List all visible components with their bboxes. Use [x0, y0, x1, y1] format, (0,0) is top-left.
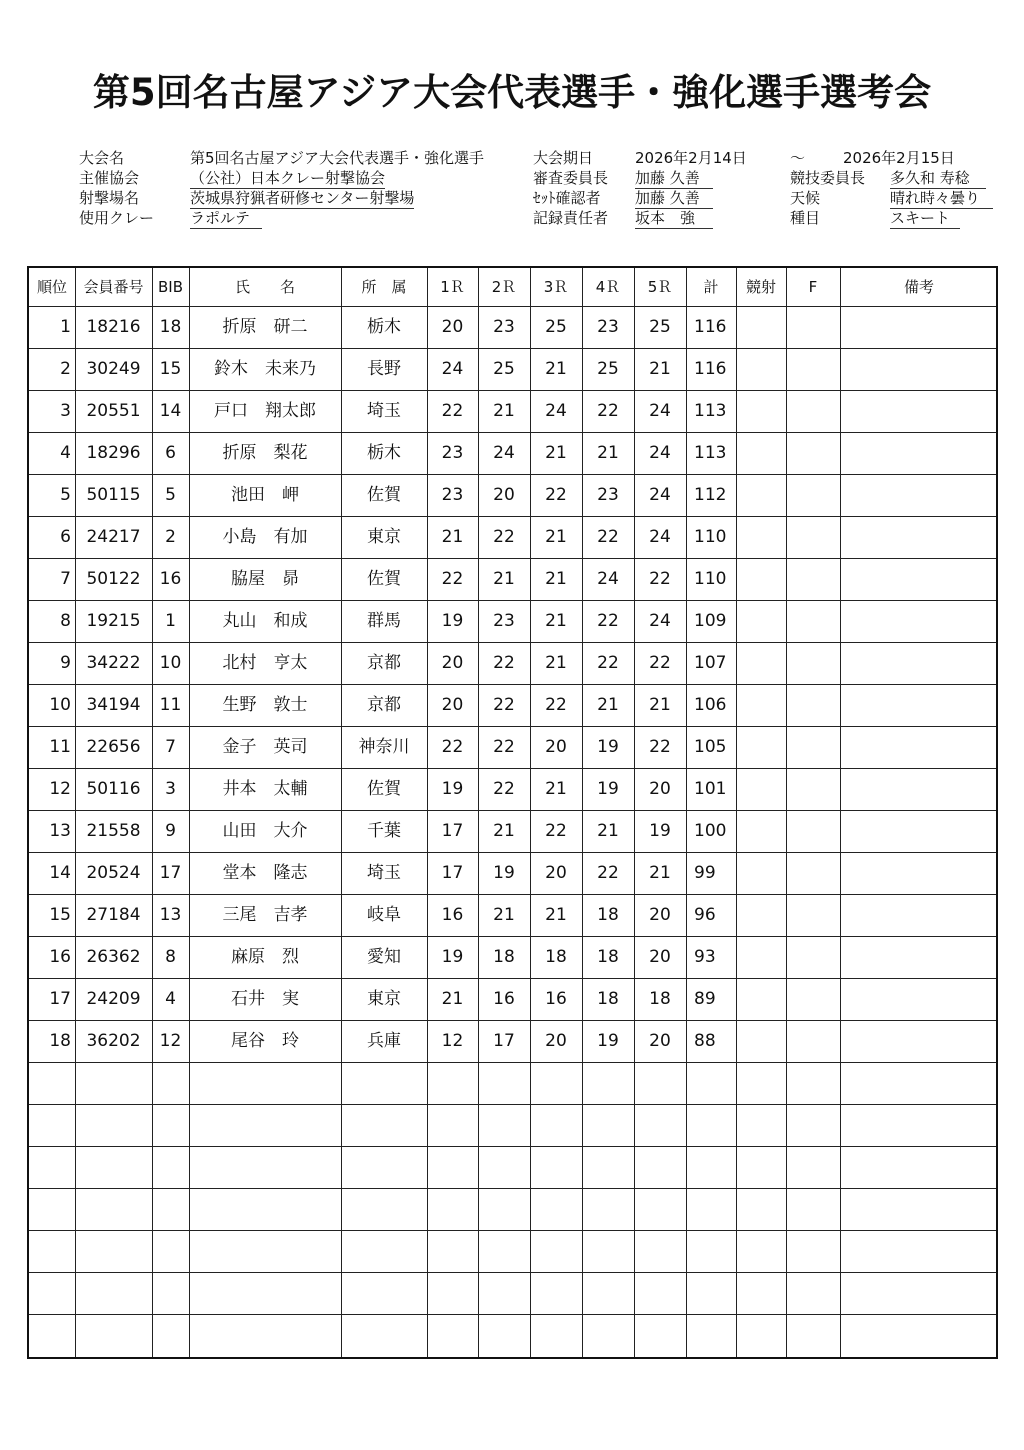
cell-r4: 21 — [597, 443, 619, 463]
cell-rank: 14 — [49, 863, 71, 883]
cell-bib: 10 — [159, 653, 182, 673]
date-start: 2026年2月14日 — [635, 149, 747, 167]
table-row — [29, 348, 996, 390]
table-row — [29, 516, 996, 558]
header-affiliation: 所 属 — [361, 278, 407, 296]
table-row — [29, 642, 996, 684]
cell-r3: 21 — [545, 569, 567, 589]
cell-r5: 24 — [649, 527, 671, 547]
judge-value: 加藤 久善 — [635, 168, 713, 189]
tech-value: 多久和 寿稔 — [890, 168, 986, 189]
table-row — [29, 726, 996, 768]
cell-pref: 千葉 — [367, 821, 401, 841]
table-row — [29, 306, 996, 348]
cell-total: 109 — [694, 611, 727, 631]
row-divider — [29, 1188, 996, 1189]
header-round-5: 5Ｒ — [647, 278, 673, 296]
cell-r4: 23 — [597, 485, 619, 505]
cell-r4: 22 — [597, 611, 619, 631]
date-separator: ～ — [790, 149, 806, 167]
cell-r2: 21 — [493, 401, 515, 421]
cell-name: 北村 亨太 — [222, 653, 308, 673]
cell-pref: 京都 — [367, 653, 401, 673]
cell-r5: 21 — [649, 359, 671, 379]
cell-rank: 18 — [49, 1031, 71, 1051]
cell-r2: 22 — [493, 695, 515, 715]
cell-r3: 21 — [545, 905, 567, 925]
cell-bib: 3 — [165, 779, 176, 799]
cell-pref: 兵庫 — [367, 1031, 401, 1051]
cell-name: 折原 梨花 — [222, 443, 308, 463]
cell-r4: 22 — [597, 401, 619, 421]
table-row — [29, 810, 996, 852]
cell-r3: 21 — [545, 527, 567, 547]
cell-rank: 9 — [60, 653, 71, 673]
cell-r2: 22 — [493, 527, 515, 547]
cell-r3: 21 — [545, 779, 567, 799]
cell-member: 27184 — [86, 905, 141, 925]
cell-total: 100 — [694, 821, 727, 841]
cell-total: 107 — [694, 653, 727, 673]
cell-r3: 21 — [545, 359, 567, 379]
cell-name: 堂本 隆志 — [222, 863, 308, 883]
cell-r3: 20 — [545, 737, 567, 757]
results-table — [27, 266, 998, 1359]
cell-r5: 24 — [649, 401, 671, 421]
cell-name: 井本 太輔 — [222, 779, 308, 799]
event-name-value: 第5回名古屋アジア大会代表選手・強化選手 — [190, 149, 484, 167]
clay-label: 使用クレー — [79, 209, 155, 227]
table-row — [29, 600, 996, 642]
cell-bib: 1 — [165, 611, 176, 631]
cell-r5: 19 — [649, 821, 671, 841]
cell-r1: 12 — [441, 1031, 464, 1051]
row-divider — [29, 1146, 996, 1147]
cell-rank: 13 — [49, 821, 71, 841]
cell-r4: 18 — [597, 905, 619, 925]
cell-r2: 21 — [493, 905, 515, 925]
cell-rank: 8 — [60, 611, 71, 631]
cell-r4: 22 — [597, 527, 619, 547]
weather-value: 晴れ時々曇り — [890, 188, 993, 209]
event-type-value: スキート — [890, 208, 960, 229]
cell-rank: 16 — [49, 947, 71, 967]
cell-r1: 23 — [441, 485, 464, 505]
cell-pref: 長野 — [367, 359, 401, 379]
cell-r2: 18 — [493, 947, 515, 967]
cell-r4: 19 — [597, 779, 619, 799]
cell-pref: 京都 — [367, 695, 401, 715]
cell-member: 20524 — [86, 863, 141, 883]
cell-bib: 15 — [159, 359, 182, 379]
cell-total: 116 — [694, 317, 727, 337]
cell-rank: 4 — [60, 443, 71, 463]
cell-name: 折原 研二 — [222, 317, 308, 337]
cell-rank: 5 — [60, 485, 71, 505]
cell-rank: 2 — [60, 359, 71, 379]
cell-member: 26362 — [86, 947, 141, 967]
cell-r1: 21 — [441, 989, 464, 1009]
tech-label: 競技委員長 — [790, 169, 866, 187]
cell-name: 池田 岬 — [231, 485, 299, 505]
cell-r3: 16 — [545, 989, 567, 1009]
header-round-4: 4Ｒ — [595, 278, 621, 296]
cell-r4: 18 — [597, 947, 619, 967]
table-row — [29, 978, 996, 1020]
cell-bib: 2 — [165, 527, 176, 547]
cell-rank: 12 — [49, 779, 71, 799]
cell-r4: 21 — [597, 695, 619, 715]
cell-member: 24217 — [86, 527, 141, 547]
cell-r5: 22 — [649, 737, 671, 757]
cell-pref: 群馬 — [367, 611, 401, 631]
date-end: 2026年2月15日 — [843, 149, 955, 167]
table-row — [29, 558, 996, 600]
cell-pref: 栃木 — [367, 443, 401, 463]
cell-rank: 11 — [49, 737, 71, 757]
clay-value: ラポルテ — [190, 208, 262, 229]
cell-r4: 19 — [597, 1031, 619, 1051]
cell-pref: 愛知 — [367, 947, 401, 967]
cell-r2: 23 — [493, 317, 515, 337]
cell-name: 三尾 吉孝 — [222, 905, 308, 925]
cell-r5: 20 — [649, 905, 671, 925]
cell-bib: 16 — [159, 569, 182, 589]
cell-total: 110 — [694, 569, 727, 589]
cell-rank: 15 — [49, 905, 71, 925]
page-title: 第5回名古屋アジア大会代表選手・強化選手選考会 — [92, 71, 932, 114]
cell-pref: 東京 — [367, 989, 401, 1009]
cell-name: 生野 敦士 — [222, 695, 308, 715]
cell-name: 金子 英司 — [222, 737, 308, 757]
judge-label: 審査委員長 — [533, 169, 609, 187]
cell-bib: 4 — [165, 989, 176, 1009]
cell-r1: 19 — [441, 779, 464, 799]
cell-total: 96 — [694, 905, 716, 925]
cell-name: 戸口 翔太郎 — [214, 401, 316, 421]
table-row — [29, 852, 996, 894]
cell-r1: 22 — [441, 569, 464, 589]
cell-pref: 岐阜 — [367, 905, 401, 925]
cell-member: 34194 — [86, 695, 141, 715]
cell-bib: 8 — [165, 947, 176, 967]
cell-r1: 20 — [441, 653, 464, 673]
table-row — [29, 936, 996, 978]
table-row — [29, 768, 996, 810]
cell-r1: 17 — [441, 821, 464, 841]
cell-r1: 21 — [441, 527, 464, 547]
cell-r5: 20 — [649, 1031, 671, 1051]
cell-pref: 佐賀 — [367, 569, 401, 589]
cell-r4: 18 — [597, 989, 619, 1009]
cell-bib: 7 — [165, 737, 176, 757]
cell-r3: 18 — [545, 947, 567, 967]
cell-member: 19215 — [86, 611, 141, 631]
cell-member: 24209 — [86, 989, 141, 1009]
cell-r1: 23 — [441, 443, 464, 463]
cell-r2: 20 — [493, 485, 515, 505]
cell-r3: 20 — [545, 1031, 567, 1051]
cell-r4: 22 — [597, 653, 619, 673]
cell-r3: 22 — [545, 485, 567, 505]
cell-r3: 21 — [545, 443, 567, 463]
cell-r1: 17 — [441, 863, 464, 883]
cell-name: 鈴木 未来乃 — [214, 359, 316, 379]
cell-r5: 20 — [649, 947, 671, 967]
cell-member: 21558 — [86, 821, 141, 841]
cell-total: 112 — [694, 485, 727, 505]
row-divider — [29, 1314, 996, 1315]
cell-r2: 25 — [493, 359, 515, 379]
set-confirmer-label: ｾｯﾄ確認者 — [533, 189, 601, 207]
set-confirmer-value: 加藤 久善 — [635, 188, 713, 209]
table-row — [29, 684, 996, 726]
cell-name: 小島 有加 — [222, 527, 308, 547]
cell-pref: 佐賀 — [367, 779, 401, 799]
cell-bib: 11 — [159, 695, 182, 715]
cell-rank: 6 — [60, 527, 71, 547]
cell-pref: 佐賀 — [367, 485, 401, 505]
cell-r2: 16 — [493, 989, 515, 1009]
cell-name: 石井 実 — [231, 989, 299, 1009]
weather-label: 天候 — [790, 189, 821, 207]
cell-r2: 19 — [493, 863, 515, 883]
header-remarks: 備考 — [903, 278, 934, 296]
cell-r4: 23 — [597, 317, 619, 337]
cell-r2: 23 — [493, 611, 515, 631]
cell-bib: 6 — [165, 443, 176, 463]
cell-pref: 神奈川 — [358, 737, 410, 757]
table-row — [29, 1020, 996, 1062]
cell-r4: 22 — [597, 863, 619, 883]
cell-r3: 21 — [545, 653, 567, 673]
header-total: 計 — [703, 278, 719, 296]
cell-r3: 22 — [545, 695, 567, 715]
cell-r2: 17 — [493, 1031, 515, 1051]
cell-total: 99 — [694, 863, 716, 883]
cell-bib: 14 — [159, 401, 182, 421]
cell-total: 110 — [694, 527, 727, 547]
cell-r3: 24 — [545, 401, 567, 421]
cell-r1: 19 — [441, 611, 464, 631]
cell-total: 113 — [694, 443, 727, 463]
header-bib: BIB — [157, 278, 183, 296]
cell-total: 89 — [694, 989, 716, 1009]
cell-member: 36202 — [86, 1031, 141, 1051]
cell-rank: 1 — [60, 317, 71, 337]
cell-r1: 22 — [441, 401, 464, 421]
cell-total: 88 — [694, 1031, 716, 1051]
cell-pref: 埼玉 — [367, 863, 401, 883]
cell-total: 113 — [694, 401, 727, 421]
cell-r3: 20 — [545, 863, 567, 883]
cell-member: 30249 — [86, 359, 141, 379]
cell-total: 116 — [694, 359, 727, 379]
cell-bib: 17 — [159, 863, 182, 883]
event-type-label: 種目 — [790, 209, 821, 227]
cell-r2: 24 — [493, 443, 515, 463]
table-row — [29, 390, 996, 432]
cell-r1: 19 — [441, 947, 464, 967]
cell-r5: 18 — [649, 989, 671, 1009]
cell-bib: 13 — [159, 905, 182, 925]
cell-r5: 24 — [649, 443, 671, 463]
cell-member: 50116 — [86, 779, 141, 799]
cell-r5: 22 — [649, 569, 671, 589]
cell-rank: 17 — [49, 989, 71, 1009]
host-label: 主催協会 — [79, 169, 140, 187]
row-divider — [29, 1272, 996, 1273]
cell-rank: 10 — [49, 695, 71, 715]
header-final: F — [808, 278, 818, 296]
cell-r1: 24 — [441, 359, 464, 379]
cell-r1: 20 — [441, 317, 464, 337]
table-row — [29, 432, 996, 474]
cell-r1: 20 — [441, 695, 464, 715]
cell-pref: 東京 — [367, 527, 401, 547]
range-label: 射撃場名 — [79, 189, 140, 207]
cell-bib: 5 — [165, 485, 176, 505]
cell-name: 麻原 烈 — [231, 947, 299, 967]
cell-member: 50122 — [86, 569, 141, 589]
cell-r1: 16 — [441, 905, 464, 925]
cell-member: 50115 — [86, 485, 141, 505]
cell-pref: 栃木 — [367, 317, 401, 337]
row-divider — [29, 1104, 996, 1105]
row-divider — [29, 1230, 996, 1231]
cell-pref: 埼玉 — [367, 401, 401, 421]
cell-r5: 22 — [649, 653, 671, 673]
cell-member: 18296 — [86, 443, 141, 463]
cell-r5: 21 — [649, 863, 671, 883]
row-divider — [29, 1062, 996, 1063]
header-round-3: 3Ｒ — [543, 278, 569, 296]
header-round-2: 2Ｒ — [491, 278, 517, 296]
cell-r2: 21 — [493, 569, 515, 589]
cell-r2: 22 — [493, 653, 515, 673]
cell-rank: 3 — [60, 401, 71, 421]
cell-total: 93 — [694, 947, 716, 967]
table-row — [29, 474, 996, 516]
cell-total: 106 — [694, 695, 727, 715]
header-shoot-off: 競射 — [745, 278, 776, 296]
cell-r5: 25 — [649, 317, 671, 337]
cell-name: 尾谷 玲 — [231, 1031, 299, 1051]
cell-r5: 24 — [649, 485, 671, 505]
cell-r2: 22 — [493, 737, 515, 757]
cell-name: 脇屋 昴 — [231, 569, 299, 589]
cell-member: 18216 — [86, 317, 141, 337]
cell-r1: 22 — [441, 737, 464, 757]
cell-bib: 12 — [159, 1031, 182, 1051]
cell-total: 101 — [694, 779, 727, 799]
cell-member: 34222 — [86, 653, 141, 673]
cell-total: 105 — [694, 737, 727, 757]
range-value: 茨城県狩猟者研修センター射撃場 — [190, 189, 415, 207]
cell-bib: 9 — [165, 821, 176, 841]
cell-r3: 25 — [545, 317, 567, 337]
cell-member: 22656 — [86, 737, 141, 757]
record-value: 坂本 強 — [635, 208, 713, 229]
cell-member: 20551 — [86, 401, 141, 421]
cell-r4: 19 — [597, 737, 619, 757]
cell-r5: 21 — [649, 695, 671, 715]
cell-r2: 22 — [493, 779, 515, 799]
cell-r3: 22 — [545, 821, 567, 841]
cell-bib: 18 — [159, 317, 182, 337]
cell-r4: 21 — [597, 821, 619, 841]
header-member-no: 会員番号 — [83, 278, 144, 296]
header-name: 氏 名 — [234, 278, 295, 296]
cell-name: 丸山 和成 — [222, 611, 308, 631]
event-name-label: 大会名 — [79, 149, 125, 167]
host-value: （公社）日本クレー射撃協会 — [190, 169, 386, 187]
cell-name: 山田 大介 — [222, 821, 308, 841]
cell-rank: 7 — [60, 569, 71, 589]
cell-r5: 24 — [649, 611, 671, 631]
cell-r4: 24 — [597, 569, 619, 589]
cell-r2: 21 — [493, 821, 515, 841]
cell-r5: 20 — [649, 779, 671, 799]
date-label: 大会期日 — [533, 149, 594, 167]
cell-r3: 21 — [545, 611, 567, 631]
table-row — [29, 894, 996, 936]
record-label: 記録責任者 — [533, 209, 609, 227]
header-rank: 順位 — [36, 278, 67, 296]
cell-r4: 25 — [597, 359, 619, 379]
header-round-1: 1Ｒ — [440, 278, 465, 296]
